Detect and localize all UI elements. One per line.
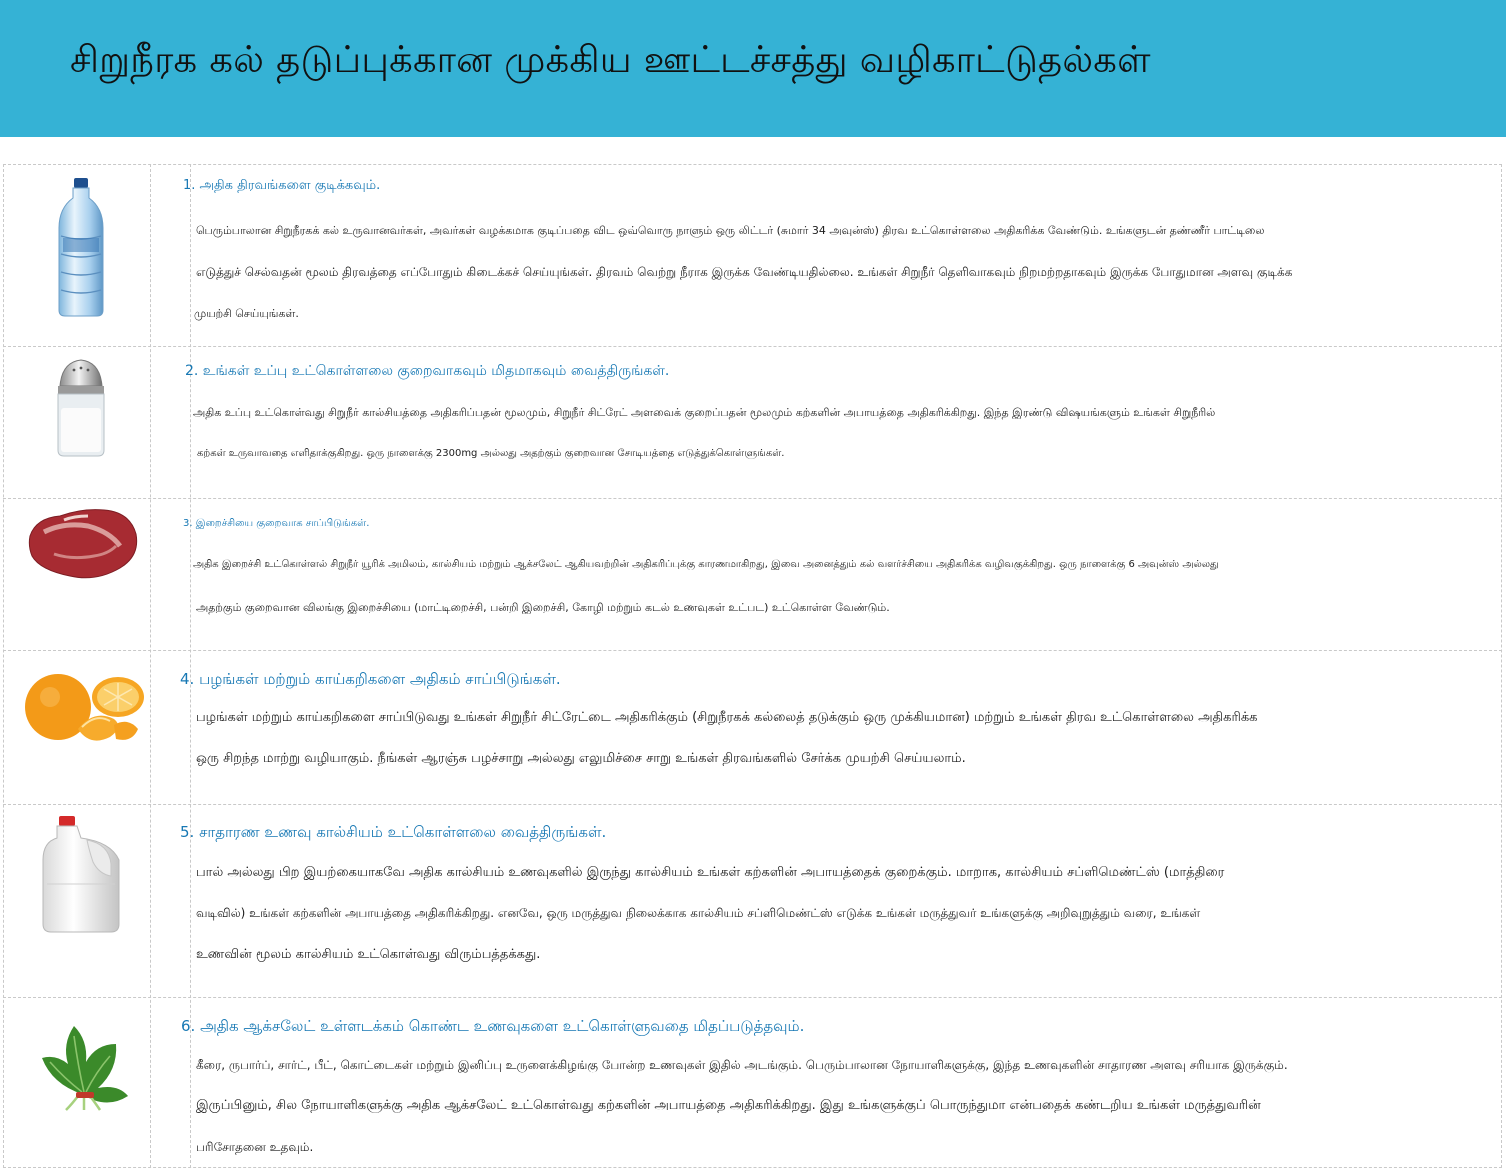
milk-jug-icon <box>37 814 125 934</box>
item-text-line: அதிக உப்பு உட்கொள்வது சிறுநீர் கால்சியத்தை அதிகரிப்பதன் மூலமும், சிறுநீர் சிட்ரேட் அளவைக் குறைப்பதன் மூலமும் கற்களின் அபாயத்தை அதிகரிக்கிறது. இந்த இரண்டு விஷயங்களும் உங்கள் சிறுநீரில் <box>193 406 1216 419</box>
item-heading: 3. இறைச்சியை குறைவாக சாப்பிடுங்கள். <box>183 518 370 529</box>
page-title: சிறுநீரக கல் தடுப்புக்கான முக்கிய ஊட்டச்சத்து வழிகாட்டுதல்கள் <box>70 38 1151 81</box>
item-text-line: அதற்கும் குறைவான விலங்கு இறைச்சியை (மாட்டிறைச்சி, பன்றி இறைச்சி, கோழி மற்றும் கடல் உணவுகள் உட்பட) உட்கொள்ள வேண்டும். <box>196 601 890 614</box>
item-heading: 6. அதிக ஆக்சலேட் உள்ளடக்கம் கொண்ட உணவுகளை உட்கொள்ளுவதை மிதப்படுத்தவும். <box>181 1017 805 1035</box>
salt-shaker-icon <box>50 356 112 458</box>
item-text-line: பரிசோதனை உதவும். <box>196 1140 314 1154</box>
item-text-line: ஒரு சிறந்த மாற்று வழியாகும். நீங்கள் ஆரஞ்சு பழச்சாறு அல்லது எலுமிச்சை சாறு உங்கள் திரவங்களில் சேர்க்க முயற்சி செய்யலாம். <box>196 751 966 766</box>
raw-steak-icon <box>24 506 140 582</box>
item-text-line: கீரை, ருபார்ப், சார்ட், பீட், கொட்டைகள் மற்றும் இனிப்பு உருளைக்கிழங்கு போன்ற உணவுகள் இதில் அடங்கும். பெரும்பாலான நோயாளிகளுக்கு, இந்த உணவுகளின் சாதாரண அளவு சரியாக இருக்கும். <box>196 1058 1288 1072</box>
item-text-line: முயற்சி செய்யுங்கள். <box>194 307 299 320</box>
item-text-line: இருப்பினும், சில நோயாளிகளுக்கு அதிக ஆக்சலேட் உட்கொள்வது கற்களின் அபாயத்தை அதிகரிக்கிறது. இது உங்களுக்குப் பொருந்துமா என்பதைக் கண்டறிய உங்கள் மருத்துவரின் <box>196 1098 1261 1113</box>
item-text-line: வடிவில்) உங்கள் கற்களின் அபாயத்தை அதிகரிக்கிறது. எனவே, ஒரு மருத்துவ நிலைக்காக கால்சியம் சப்ளிமெண்ட்ஸ் எடுக்க உங்கள் மருத்துவர் உங்களுக்கு அறிவுறுத்தும் வரை, உங்கள் <box>196 906 1201 920</box>
title-banner <box>0 0 1506 137</box>
item-heading: 1. அதிக திரவங்களை குடிக்கவும். <box>183 178 381 193</box>
item-text-line: பால் அல்லது பிற இயற்கையாகவே அதிக கால்சியம் உணவுகளில் இருந்து கால்சியம் உங்கள் கற்களின் அபாயத்தைக் குறைக்கும். மாறாக, கால்சியம் சப்ளிமெண்ட்ஸ் (மாத்திரை <box>196 865 1225 880</box>
item-text-line: எடுத்துச் செல்வதன் மூலம் திரவத்தை எப்போதும் கிடைக்கச் செய்யுங்கள். திரவம் வெற்று நீராக இருக்க வேண்டியதில்லை. உங்கள் சிறுநீர் தெளிவாகவும் நிறமற்றதாகவும் இருக்க போதுமான அளவு குடிக்க <box>196 265 1293 279</box>
item-text-line: உணவின் மூலம் கால்சியம் உட்கொள்வது விரும்பத்தக்கது. <box>196 947 541 962</box>
item-heading: 5. சாதாரண உணவு கால்சியம் உட்கொள்ளலை வைத்திருங்கள். <box>180 823 607 841</box>
water-bottle-icon <box>55 176 107 318</box>
spinach-icon <box>34 1014 134 1114</box>
item-text-line: பழங்கள் மற்றும் காய்கறிகளை சாப்பிடுவது உங்கள் சிறுநீர் சிட்ரேட்டை அதிகரிக்கும் (சிறுநீரகக் கல்லைத் தடுக்கும் ஒரு முக்கியமான) மற்றும் உங்கள் திரவ உட்கொள்ளலை அதிகரிக்க <box>196 710 1258 725</box>
item-heading: 2. உங்கள் உப்பு உட்கொள்ளலை குறைவாகவும் மிதமாகவும் வைத்திருங்கள். <box>185 363 670 379</box>
item-text-line: பெரும்பாலான சிறுநீரகக் கல் உருவானவர்கள், அவர்கள் வழக்கமாக குடிப்பதை விட ஒவ்வொரு நாளும் ஒரு லிட்டர் (சுமார் 34 அவுன்ஸ்) திரவ உட்கொள்ளலை அதிகரிக்க வேண்டும். உங்களுடன் தண்ணீர் பாட்டிலை <box>196 224 1265 237</box>
item-text-line: அதிக இறைச்சி உட்கொள்ளல் சிறுநீர் யூரிக் அமிலம், கால்சியம் மற்றும் ஆக்சலேட் ஆகியவற்றின் அதிகரிப்புக்கு காரணமாகிறது, இவை அனைத்தும் கல் வளர்ச்சியை அதிகரிக்க வழிவகுக்கிறது. ஒரு நாளைக்கு 6 அவுன்ஸ் அல்லது <box>193 559 1219 570</box>
item-heading: 4. பழங்கள் மற்றும் காய்கறிகளை அதிகம் சாப்பிடுங்கள். <box>180 670 561 688</box>
oranges-icon <box>22 669 148 749</box>
item-text-line: கற்கள் உருவாவதை எளிதாக்குகிறது. ஒரு நாளைக்கு 2300mg அல்லது அதற்கும் குறைவான சோடியத்தை எடுத்துக்கொள்ளுங்கள். <box>197 448 785 459</box>
